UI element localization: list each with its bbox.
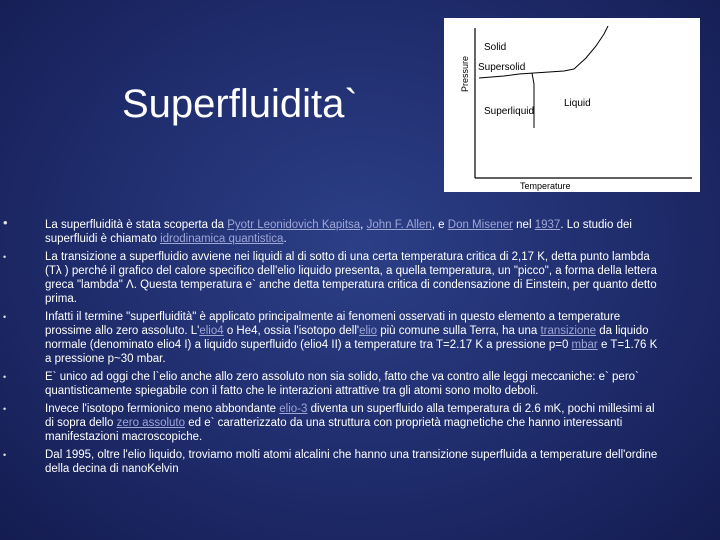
bullet-text: e T=1.76 K a pressione p~30 mbar. [45, 339, 658, 365]
bullet-text: Infatti il termine "superfluidità" è applicato principalmente ai fenomeni osservati in questo elemento a temperature prossime allo zero assoluto. L' [45, 311, 621, 337]
bullet-marker: • [3, 215, 8, 230]
bullet-marker: • [3, 404, 7, 414]
bullet-text: Dal 1995, oltre l'elio liquido, troviamo molti atomi alcalini che hanno una transizione superfluida a temperature dell'ordine della decina di nanoKelvin [45, 449, 658, 475]
bullet-text: E` unico ad oggi che l`elio anche allo zero assoluto non sia solido, fatto che va contro alle leggi meccaniche: e` pero` quantisticamente spiegabile con il fatto che le interazioni attrattive tra gli atomi sono molto deboli. [45, 371, 639, 397]
hyperlink[interactable]: mbar [571, 339, 598, 351]
slide-title: Superfluidita` [122, 82, 358, 126]
x-axis-label: Temperature [520, 181, 571, 191]
hyperlink[interactable]: elio-3 [279, 403, 308, 415]
bullet-text: o He4, ossia l'isotopo dell' [223, 325, 360, 337]
bullet-text: Invece l'isotopo fermionico meno abbondante [45, 403, 280, 415]
bullet-text: più comune sulla Terra, ha una [377, 325, 541, 337]
bullet-item [3, 250, 666, 306]
bullet-text: nel [512, 219, 535, 231]
hyperlink[interactable]: Pyotr Leonidovich Kapitsa [227, 219, 361, 231]
bullet-list [3, 215, 666, 480]
hyperlink[interactable]: elio [359, 325, 377, 337]
bullet-item [3, 215, 666, 246]
bullet-marker: • [3, 372, 7, 382]
phase-diagram [444, 18, 700, 192]
region-label-liquid: Liquid [564, 98, 591, 109]
bullet-item [3, 310, 666, 366]
bullet-text: diventa un superfluido alla temperatura di 2.6 mK, pochi millesimi al di sopra dello [45, 403, 655, 429]
hyperlink[interactable]: zero assoluto [116, 417, 186, 429]
region-label-supersolid: Supersolid [478, 62, 526, 73]
bullet-marker: • [3, 450, 7, 460]
bullet-text: da liquido normale (denominato elio4 I) a liquido superfluido (elio4 II) a temperature tra T=2.17 K a pressione p=0 [45, 325, 649, 351]
bullet-item [3, 370, 666, 398]
bullet-text: . [283, 233, 287, 245]
phase-diagram-svg [444, 18, 700, 192]
y-axis-label: Pressure [460, 55, 470, 92]
region-label-superliquid: Superliquid [484, 106, 535, 117]
hyperlink[interactable]: elio4 [199, 325, 224, 337]
lambda-line [532, 73, 534, 128]
hyperlink[interactable]: John F. Allen [366, 219, 432, 231]
bullet-item [3, 448, 666, 476]
bullet-text: ed e` caratterizzato da una struttura con proprietà magnetiche che hanno interessanti manifestazioni macroscopiche. [45, 417, 623, 443]
bullet-text: . Lo studio dei superfluidi è chiamato [45, 219, 632, 245]
hyperlink[interactable]: 1937 [534, 219, 561, 231]
bullet-text: La transizione a superfluidio avviene nei liquidi al di sotto di una certa temperatura critica di 2,17 K, detta punto lambda (Tλ ) perché il grafico del calore specifico dell'elio liquido presenta, a quella temperatura, un "picco", a forma della lettera greca "lambda" Λ. Questa temperatura e` anche detta temperatura critica di condensazione di Einstein, per quanto detto prima. [45, 251, 657, 305]
solid-liquid-boundary [574, 26, 608, 69]
region-label-solid: Solid [484, 42, 507, 53]
bullet-text: , [360, 219, 367, 231]
hyperlink[interactable]: transizione [540, 325, 597, 337]
bullet-marker: • [3, 252, 7, 262]
bullet-text: , e [431, 219, 448, 231]
hyperlink[interactable]: Don Misener [447, 219, 513, 231]
hyperlink[interactable]: idrodinamica quantistica [160, 233, 284, 245]
bullet-text: La superfluidità è stata scoperta da [45, 219, 228, 231]
bullet-marker: • [3, 312, 7, 322]
bullet-item [3, 402, 666, 444]
